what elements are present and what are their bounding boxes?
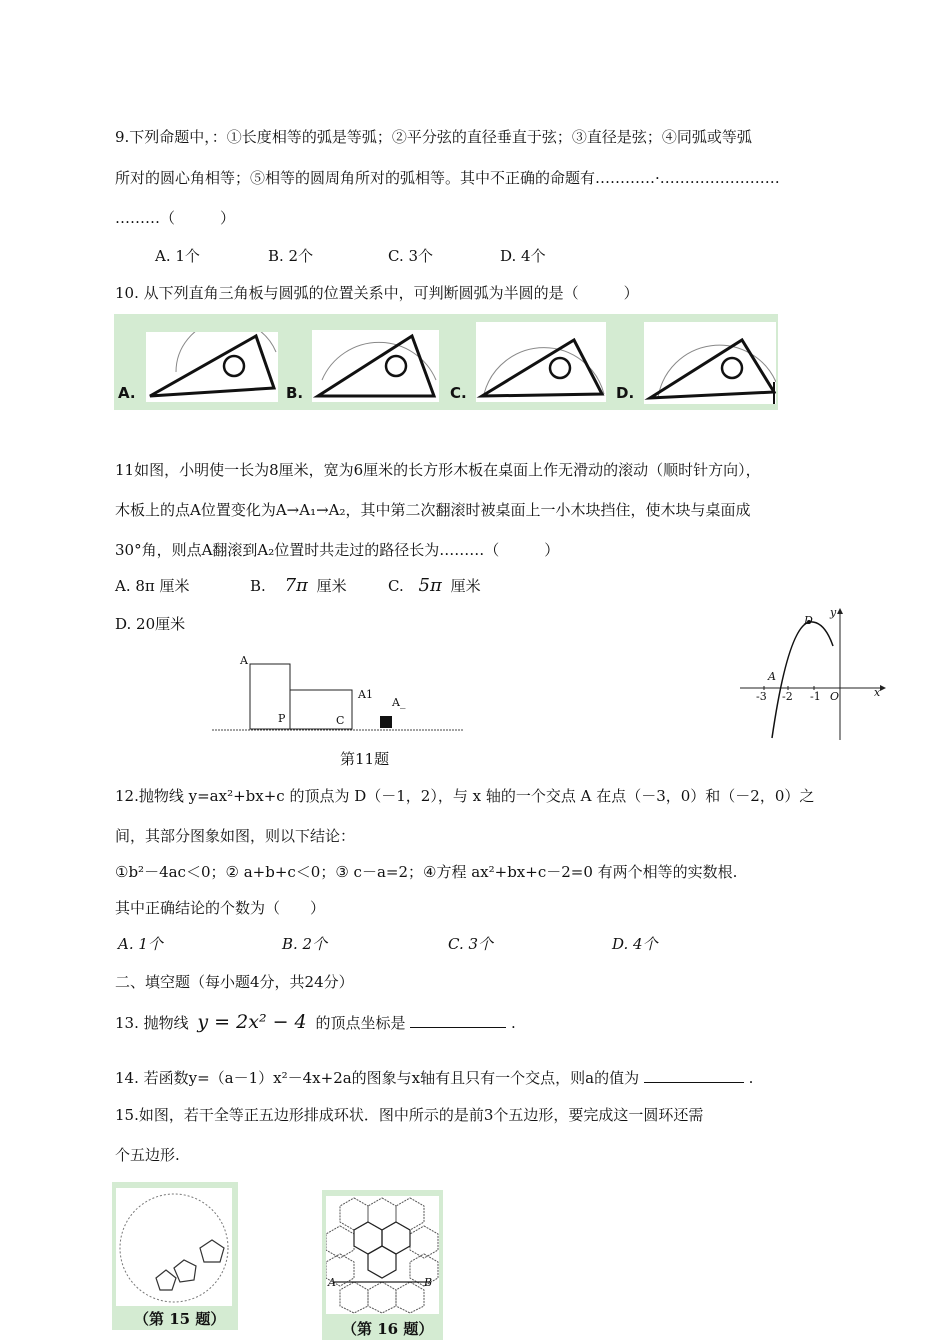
q9-line1: 9.下列命题中，：①长度相等的弧是等弧；②平分弦的直径垂直于弦；③直径是弦；④同弧或等弧: [115, 128, 752, 146]
q15-line1: 15.如图，若干全等正五边形排成环状．图中所示的是前3个五边形，要完成这一圆环还需: [115, 1106, 704, 1124]
q11-fig-label-p: P: [278, 712, 286, 725]
fig16-figure: [326, 1196, 439, 1314]
q10-figure-a: [146, 332, 278, 402]
graph-tick-minus1: -1: [810, 690, 821, 703]
q14-period: .: [748, 1069, 754, 1087]
q9-line2: 所对的圆心角相等；⑤相等的圆周角所对的弧相等。其中不正确的命题有…………·……………………: [115, 169, 780, 187]
q11-option-d: D. 20厘米: [115, 615, 186, 633]
q10-label-b: B.: [286, 384, 304, 402]
q12-option-b: B. 2个: [282, 935, 328, 953]
section-fill-in-title: 二、填空题（每小题4分，共24分）: [115, 973, 354, 991]
graph-label-d: D: [804, 614, 813, 627]
q10-figure-strip: [114, 314, 778, 410]
q11-line3: 30°角，则点A翻滚到A₂位置时共走过的路径长为………（ ）: [115, 541, 560, 559]
q9-option-c: C. 3个: [388, 247, 434, 265]
q13-answer-blank[interactable]: [410, 1013, 506, 1028]
q11-option-b-letter: B.: [250, 577, 266, 595]
graph-label-a: A: [768, 670, 776, 683]
fig16-label-b: B: [424, 1276, 433, 1289]
q14-answer-blank[interactable]: [644, 1068, 744, 1083]
fig16-frame: [322, 1190, 443, 1340]
q11-option-c-value: 5π: [418, 575, 442, 596]
fig15-caption: （第 15 题）: [134, 1310, 226, 1328]
q10-label-c: C.: [450, 384, 467, 402]
q11-caption: 第11题: [340, 750, 390, 768]
q9-option-d: D. 4个: [500, 247, 546, 265]
q11-option-b-value: 7π: [284, 575, 308, 596]
graph-label-y: y: [830, 606, 837, 619]
graph-origin: O: [830, 690, 840, 703]
graph-label-x: x: [874, 686, 881, 699]
q11-option-c-letter: C.: [388, 577, 404, 595]
q14-line: [115, 1068, 753, 1088]
q13-line: [115, 1012, 516, 1033]
q12-line3: ①b²－4ac＜0；② a+b+c＜0；③ c－a=2；④方程 ax²+bx+c－2=0 有两个相等的实数根.: [115, 863, 738, 881]
q10-figure-b: [312, 330, 439, 402]
q13-suffix: 的顶点坐标是: [315, 1014, 406, 1032]
fig15-frame: [112, 1182, 238, 1330]
q12-line4: 其中正确结论的个数为（ ）: [115, 899, 326, 917]
q11-fig-label-c: C: [336, 714, 345, 727]
q9-option-b: B. 2个: [268, 247, 314, 265]
q15-line2: 个五边形.: [115, 1146, 180, 1164]
q11-line2: 木板上的点A位置变化为A→A₁→A₂，其中第二次翻滚时被桌面上一小木块挡住，使木块与桌面成: [115, 501, 751, 519]
q11-option-c-unit: 厘米: [450, 577, 481, 595]
q12-line2: 间，其部分图象如图，则以下结论：: [115, 827, 356, 845]
q10-figure-c: [476, 322, 606, 402]
q11-line1: 11如图，小明使一长为8厘米，宽为6厘米的长方形木板在桌面上作无滑动的滚动（顺时针方向），: [115, 461, 761, 479]
q13-period: .: [511, 1014, 516, 1032]
q12-line1: 12.抛物线 y=ax²+bx+c 的顶点为 D（－1，2），与 x 轴的一个交点 A 在点（－3，0）和（－2，0）之: [115, 787, 815, 805]
q11-option-b: [250, 576, 347, 596]
q11-option-a: A. 8π 厘米: [115, 577, 190, 595]
q12-option-a: A. 1个: [118, 935, 163, 953]
graph-tick-minus2: -2: [782, 690, 793, 703]
fig16-caption: （第 16 题）: [342, 1320, 434, 1338]
fig16-label-a: A: [328, 1276, 336, 1289]
q10-figure-d: [644, 322, 776, 404]
fig15-figure: [116, 1188, 232, 1306]
q10-label-d: D.: [616, 384, 635, 402]
q13-prefix: 13. 抛物线: [115, 1014, 189, 1032]
q11-fig-label-a2: A_: [392, 696, 406, 709]
graph-tick-minus3: -3: [756, 690, 767, 703]
q12-graph: [738, 606, 888, 742]
q14-text: 14. 若函数y=（a－1）x²－4x+2a的图象与x轴有且只有一个交点，则a的值为: [115, 1069, 640, 1087]
q11-option-c: [388, 576, 481, 596]
q12-option-c: C. 3个: [448, 935, 494, 953]
q9-option-a: A. 1个: [155, 247, 200, 265]
q11-fig-label-a: A: [240, 654, 248, 667]
q11-option-b-unit: 厘米: [316, 577, 347, 595]
q10-label-a: A.: [118, 384, 136, 402]
q11-figure: [212, 652, 464, 738]
q12-option-d: D. 4个: [612, 935, 658, 953]
q9-line3: ………（ ）: [115, 209, 236, 227]
q13-formula: y = 2x² − 4: [197, 1011, 307, 1033]
q11-fig-label-a1: A1: [358, 688, 373, 701]
q10-stem: 10. 从下列直角三角板与圆弧的位置关系中，可判断圆弧为半圆的是（ ）: [115, 284, 639, 302]
